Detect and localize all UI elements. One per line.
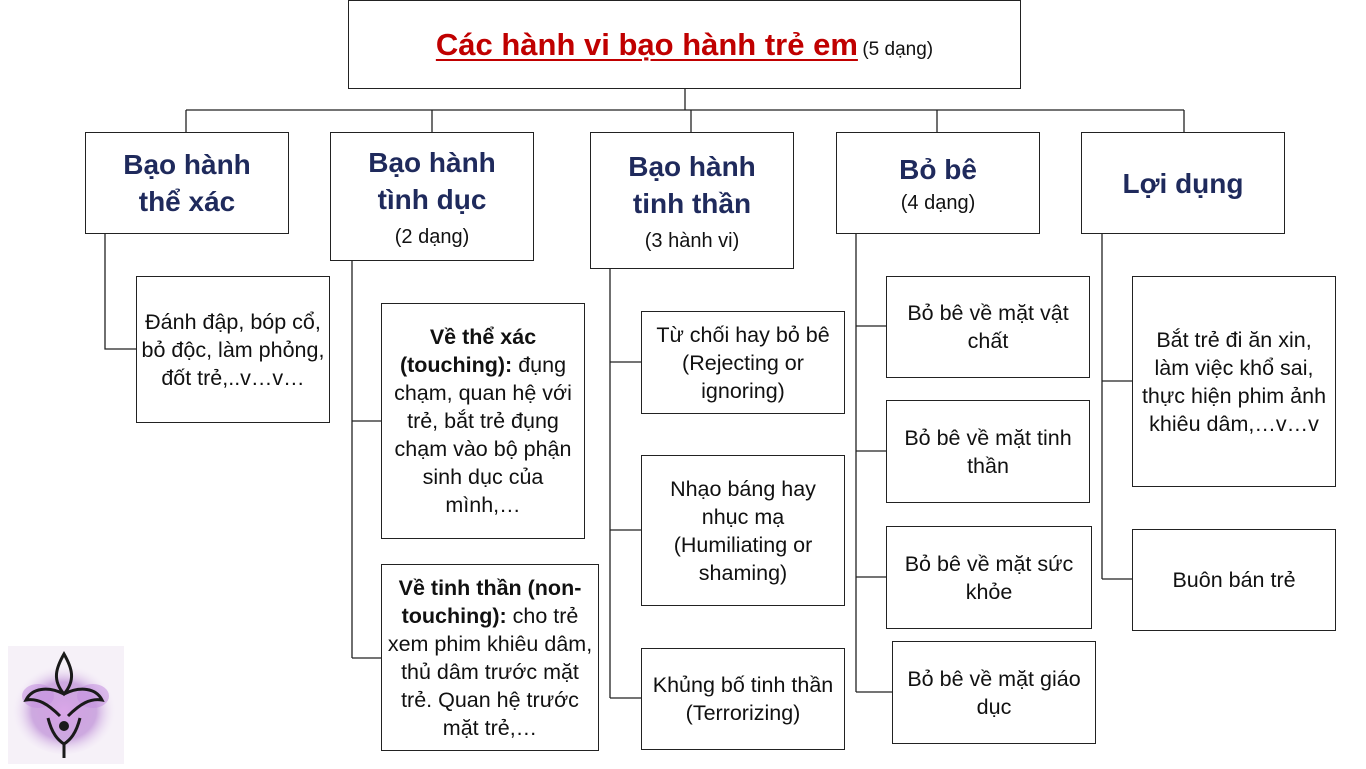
emotional-terrorizing-vi: Khủng bố tinh thần — [652, 673, 834, 697]
category-neglect-count: (4 dạng) — [900, 192, 976, 214]
category-sexual-title-1: Bạo hành — [368, 147, 496, 178]
sexual-non-touching-text: cho trẻ xem phim khiêu dâm, thủ dâm trước mặt trẻ. Quan hệ trước mặt trẻ,… — [387, 603, 593, 740]
physical-abuse-detail: Đánh đập, bóp cổ, bỏ độc, làm phỏng, đốt trẻ,..v…v… — [136, 276, 330, 423]
category-emotional-title-1: Bạo hành — [628, 151, 756, 182]
sexual-touching-text: đụng chạm, quan hệ với trẻ, bắt trẻ đụng chạm vào bộ phận sinh dục của mình,… — [394, 353, 572, 517]
category-sexual-title-2: tình dục — [377, 184, 487, 215]
emotional-humiliating-vi: Nhạo báng hay nhục mạ — [670, 476, 816, 529]
category-neglect — [836, 132, 1040, 234]
category-emotional-count: (3 hành vi) — [644, 230, 740, 252]
lotus-logo-icon — [8, 646, 124, 764]
category-physical-title-1: Bạo hành — [123, 149, 251, 180]
category-exploitation — [1081, 132, 1285, 234]
category-neglect-title: Bỏ bê — [899, 154, 977, 185]
emotional-terrorizing-en: (Terrorizing) — [685, 701, 801, 725]
neglect-emotional: Bỏ bê về mặt tinh thần — [886, 400, 1090, 503]
sexual-touching-heading: Về thể xác (touching): — [399, 325, 537, 377]
diagram-title-box — [348, 0, 1021, 89]
emotional-terrorizing — [641, 648, 845, 750]
diagram-title: Các hành vi bạo hành trẻ em — [435, 26, 858, 62]
neglect-health: Bỏ bê về mặt sức khỏe — [886, 526, 1092, 629]
diagram-title-count: (5 dạng) — [862, 38, 934, 60]
category-physical-title-2: thể xác — [138, 186, 236, 217]
emotional-rejecting-en: (Rejecting or ignoring) — [682, 350, 804, 403]
sexual-non-touching-heading: Về tinh thần (non-touching): — [398, 575, 582, 628]
category-sexual-count: (2 dạng) — [394, 226, 470, 248]
exploitation-trafficking: Buôn bán trẻ — [1132, 529, 1336, 631]
emotional-humiliating-en: (Humiliating or shaming) — [673, 532, 813, 585]
category-emotional-title-2: tinh thần — [632, 188, 752, 219]
emotional-rejecting-vi: Từ chối hay bỏ bê — [656, 322, 830, 347]
category-emotional-abuse — [590, 132, 794, 269]
emotional-humiliating — [641, 455, 845, 606]
sexual-abuse-non-touching — [381, 564, 599, 751]
category-exploitation-title: Lợi dụng — [1122, 167, 1244, 199]
emotional-rejecting — [641, 311, 845, 414]
category-physical-abuse — [85, 132, 289, 234]
exploitation-labor: Bắt trẻ đi ăn xin, làm việc khổ sai, thực hiện phim ảnh khiêu dâm,…v…v — [1132, 276, 1336, 487]
category-sexual-abuse — [330, 132, 534, 261]
neglect-material: Bỏ bê về mặt vật chất — [886, 276, 1090, 378]
sexual-abuse-touching — [381, 303, 585, 539]
neglect-education: Bỏ bê về mặt giáo dục — [892, 641, 1096, 744]
